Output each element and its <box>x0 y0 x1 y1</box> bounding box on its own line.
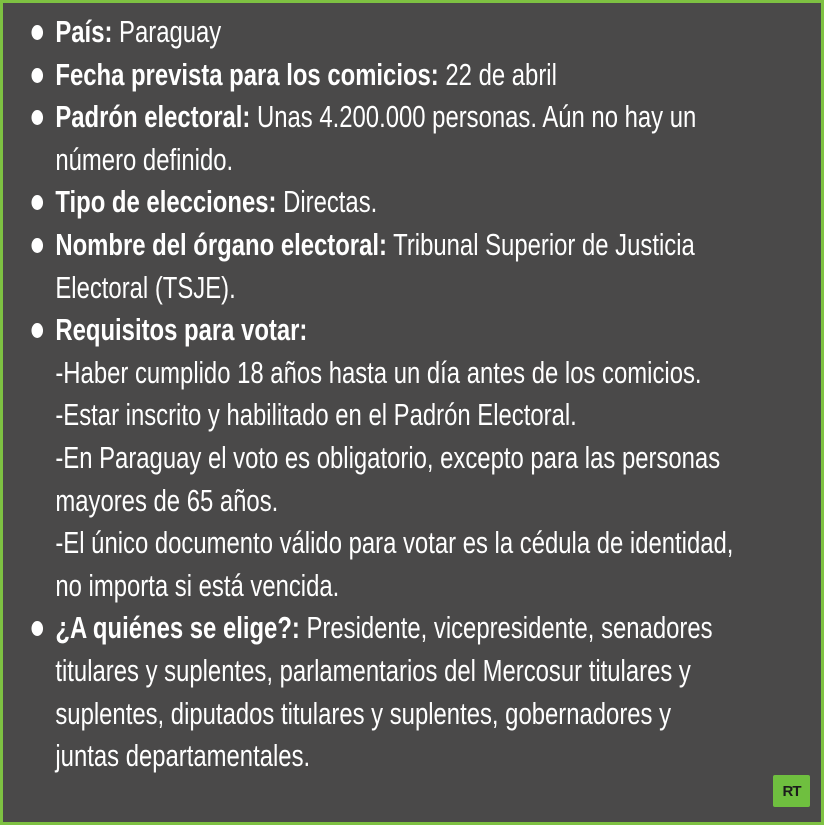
item-text: titulares y suplentes, parlamentarios del Mercosur titulares y <box>55 652 691 688</box>
item-line <box>55 96 697 139</box>
item-label: Nombre del órgano electoral: <box>55 226 387 262</box>
info-list <box>3 11 734 778</box>
bullet-icon <box>31 195 43 210</box>
item-line <box>55 607 713 650</box>
item-text: Paraguay <box>112 14 222 49</box>
list-item <box>3 224 695 309</box>
item-text: Directas. <box>276 184 378 220</box>
bullet-icon <box>31 25 43 40</box>
item-text: Tribunal Superior de Justicia <box>386 226 695 262</box>
item-text: Unas 4.200.000 personas. Aún no hay un <box>250 99 697 135</box>
item-text: -Estar inscrito y habilitado en el Padrón Electoral. <box>55 397 577 433</box>
bullet-icon <box>31 110 43 125</box>
item-text: 22 de abril <box>438 56 557 92</box>
list-item <box>3 11 633 54</box>
item-text: número definido. <box>55 141 234 177</box>
item-text: -El único documento válido para votar es la cédula de identidad, <box>55 525 734 561</box>
list-item <box>3 96 697 181</box>
list-item <box>3 54 633 97</box>
list-item <box>3 607 713 777</box>
item-text: Presidente, vicepresidente, senadores <box>299 610 713 646</box>
item-text: suplentes, diputados titulares y suplentes, gobernadores y <box>55 695 672 731</box>
bullet-icon <box>31 621 43 636</box>
item-text: Electoral (TSJE). <box>55 269 236 305</box>
item-label: ¿A quiénes se elige?: <box>55 610 300 646</box>
bullet-icon <box>31 323 43 338</box>
item-text: -Haber cumplido 18 años hasta un día antes de los comicios. <box>55 354 702 390</box>
item-label: Tipo de elecciones: <box>55 184 277 220</box>
item-label: Fecha prevista para los comicios: <box>55 56 439 92</box>
item-text: -En Paraguay el voto es obligatorio, excepto para las personas <box>55 439 721 475</box>
item-text: mayores de 65 años. <box>55 482 279 518</box>
item-line <box>55 224 695 267</box>
item-label: País: <box>55 14 113 49</box>
item-text: no importa si está vencida. <box>55 567 340 603</box>
list-item <box>3 181 633 224</box>
item-label: Padrón electoral: <box>55 99 251 135</box>
item-line <box>55 309 633 352</box>
item-line <box>55 54 633 97</box>
item-label: Requisitos para votar: <box>55 312 308 348</box>
rt-logo-text: RT <box>782 782 801 800</box>
item-line <box>55 11 633 54</box>
item-line <box>55 181 633 224</box>
item-text: juntas departamentales. <box>55 738 311 774</box>
bullet-icon <box>31 238 43 253</box>
bullet-icon <box>31 68 43 83</box>
list-item <box>3 309 734 607</box>
rt-logo <box>773 775 810 807</box>
